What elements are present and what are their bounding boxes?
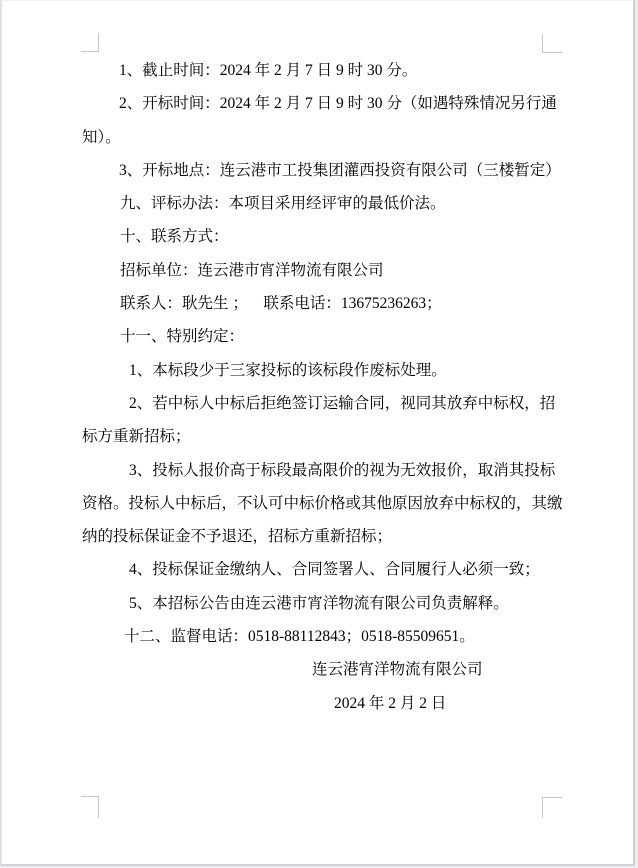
margin-mark-bottom-right-icon [542,797,562,818]
margin-mark-top-right-icon [542,34,562,53]
paragraph-special-term-2: 2、若中标人中标后拒绝签订运输合同，视同其放弃中标权，招标方重新招标； [82,394,556,446]
paragraph-special-term-4: 4、投标保证金缴纳人、合同签署人、合同履行人必须一致； [129,561,540,579]
paragraph-bid-opening-place: 3、开标地点：连云港市工投集团灌西投资有限公司（三楼暂定） [119,161,561,179]
paragraph-deadline-time: 1、截止时间：2024 年 2 月 7 日 9 时 30 分。 [119,62,418,79]
paragraph-contact-heading: 十、联系方式： [120,228,229,246]
signature-date: 2024 年 2 月 2 日 [334,694,447,712]
margin-mark-top-left-icon [81,33,99,52]
paragraph-special-term-1: 1、本标段少于三家投标的该标段作废标处理。 [129,361,447,379]
document-body [82,54,566,720]
paragraph-evaluation-method: 九、评标办法：本项目采用经评审的最低价法。 [120,195,446,213]
paragraph-bid-opening-time: 2、开标时间：2024 年 2 月 7 日 9 时 30 分（如遇特殊情况另行通知）。 [82,95,557,146]
paragraph-special-term-5: 5、本招标公告由连云港市宵洋物流有限公司负责解释。 [129,594,509,612]
signature-company: 连云港宵洋物流有限公司 [312,661,483,679]
paragraph-tender-unit: 招标单位：连云港市宵洋物流有限公司 [120,261,384,279]
margin-mark-bottom-left-icon [81,796,99,818]
paragraph-special-term-3: 3、投标人报价高于标段最高限价的视为无效报价，取消其投标资格。投标人中标后，不认可中标价格或其他原因放弃中标权的，其缴纳的投标保证金不予退还，招标方重新招标； [82,461,563,546]
paragraph-special-terms-heading: 十一、特别约定： [120,328,245,346]
paragraph-contact-person: 联系人：耿先生 ； 联系电话：13675236263； [120,295,442,313]
paragraph-supervision-phone: 十二、监督电话：0518-88112843；0518-85509651。 [124,628,475,646]
